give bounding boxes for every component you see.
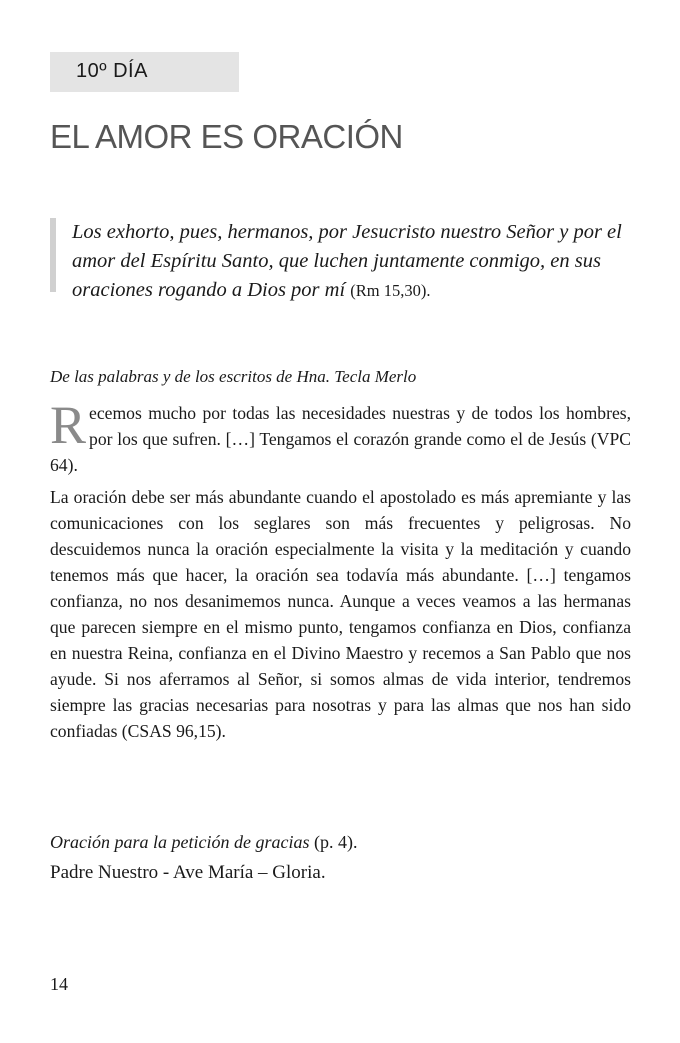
quote-text: Los exhorto, pues, hermanos, por Jesucristo nuestro Señor y por el amor del Espíritu Santo, que luchen juntamente conmigo, en sus oraciones rogando a Dios por mí: [72, 221, 622, 301]
page-title: EL AMOR ES ORACIÓN: [50, 118, 403, 155]
source-line: De las palabras y de los escritos de Hna. Tecla Merlo: [50, 367, 417, 386]
prayer-reference: [50, 832, 357, 853]
paragraph-1: [50, 395, 631, 478]
quote-bar: [50, 218, 56, 292]
paragraph-1-text: ecemos mucho por todas las necesidades nuestras y de todos los hombres, por los que sufren. […] Tengamos el corazón grande como el de Jesús (VPC 64).: [50, 403, 631, 475]
day-label: 10º DÍA: [76, 60, 148, 82]
bible-quote: [72, 218, 632, 305]
prayer-line: Padre Nuestro - Ave María – Gloria.: [50, 862, 326, 883]
prayer-reference-page: (p. 4).: [309, 832, 358, 852]
paragraph-2: La oración debe ser más abundante cuando el apostolado es más apremiante y las comunicaciones con los seglares son más frecuentes y peligrosas. No descuidemos nunca la oración especialmente la visita y la meditación y cuando tenemos más que hacer, la oración sea todavía más abundante. […] tengamos confianza, no nos desanimemos nunca. Aunque a veces veamos a las hermanas que parecen siempre en el mismo punto, tengamos confianza en Dios, confianza en nuestra Reina, confianza en el Divino Maestro y recemos a San Pablo que nos ayude. Si nos aferramos al Señor, si somos almas de vida interior, tendremos siempre las gracias necesarias para nosotras y para las almas que nos han sido confiadas (CSAS 96,15).: [50, 487, 631, 741]
page-number: 14: [50, 974, 68, 994]
prayer-reference-title: Oración para la petición de gracias: [50, 832, 310, 852]
drop-cap: R: [50, 395, 87, 455]
quote-reference: (Rm 15,30).: [350, 281, 431, 300]
